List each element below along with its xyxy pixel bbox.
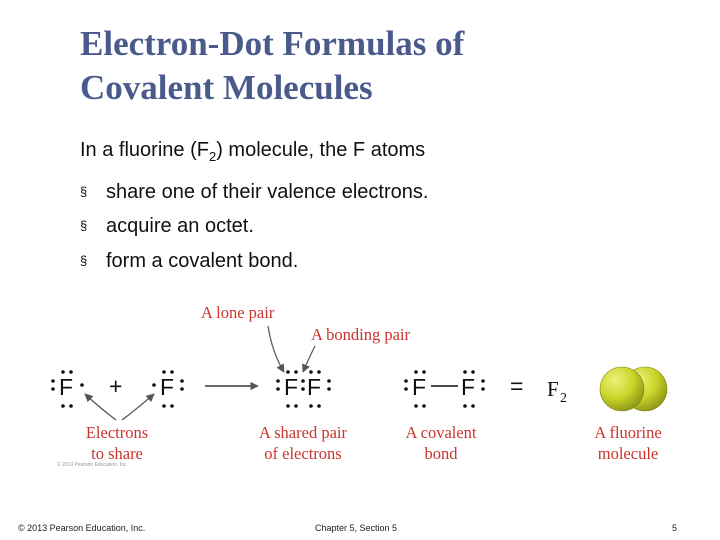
bullet-text: acquire an octet.	[106, 215, 254, 237]
slide-title-line-1: Electron-Dot Formulas of	[80, 24, 465, 63]
image-copyright: © 2013 Pearson Education, Inc.	[57, 462, 128, 468]
formula-subscript: 2	[560, 391, 567, 406]
footer-copyright: © 2013 Pearson Education, Inc.	[18, 523, 146, 533]
bullet-list	[80, 175, 428, 279]
molecular-formula	[547, 377, 567, 406]
label-bonding-pair: A bonding pair	[311, 325, 410, 344]
covalent-bond-structure	[404, 370, 485, 408]
bullet-item	[80, 209, 428, 244]
label-lone-pair: A lone pair	[201, 303, 275, 322]
atom-symbol: F	[307, 374, 322, 400]
fluorine-atom-right	[152, 370, 184, 408]
fluorine-atom-left	[51, 370, 84, 408]
label-fluorine-line-2: molecule	[597, 444, 659, 463]
label-electrons-line-2: to share	[91, 444, 143, 463]
equals-sign: =	[510, 373, 524, 399]
lone-pair-arrow-icon	[268, 326, 284, 372]
label-electrons-line-1: Electrons	[85, 423, 149, 442]
bullet-marker-icon: §	[80, 183, 88, 199]
bonding-pair-arrow-icon	[303, 346, 315, 372]
atom-symbol: F	[59, 374, 74, 400]
formula-base: F	[547, 377, 559, 401]
label-fluorine-line-1: A fluorine	[594, 423, 662, 442]
atom-symbol: F	[412, 374, 427, 400]
footer-chapter: Chapter 5, Section 5	[315, 523, 398, 533]
slide-body	[80, 133, 428, 278]
footer-page-number: 5	[672, 523, 678, 533]
fluorine-molecule-model-icon	[600, 367, 667, 411]
label-shared-line-1: A shared pair	[259, 423, 347, 442]
lewis-dot-structure	[276, 370, 331, 408]
electron-arrow-right-icon	[122, 394, 154, 420]
bullet-marker-icon: §	[80, 252, 88, 268]
intro-subscript: 2	[208, 149, 217, 164]
electron-dot-diagram	[0, 290, 720, 480]
atom-symbol: F	[160, 374, 175, 400]
bullet-text: form a covalent bond.	[106, 249, 299, 272]
intro-text	[80, 133, 428, 175]
intro-after: ) molecule, the F atoms	[216, 139, 426, 161]
label-shared-line-2: of electrons	[264, 444, 342, 463]
slide-title-line-2: Covalent Molecules	[80, 68, 373, 107]
bullet-item	[80, 175, 428, 210]
label-covalent-line-1: A covalent	[405, 423, 477, 442]
bullet-text: share one of their valence electrons.	[106, 180, 429, 203]
atom-symbol: F	[461, 374, 476, 400]
atom-symbol: F	[284, 374, 299, 400]
label-covalent-line-2: bond	[424, 444, 458, 463]
intro-before: In a fluorine (F	[80, 139, 209, 161]
bullet-marker-icon: §	[80, 218, 88, 233]
bullet-item	[80, 244, 428, 279]
slide-title	[80, 22, 464, 110]
plus-sign: +	[109, 373, 123, 399]
